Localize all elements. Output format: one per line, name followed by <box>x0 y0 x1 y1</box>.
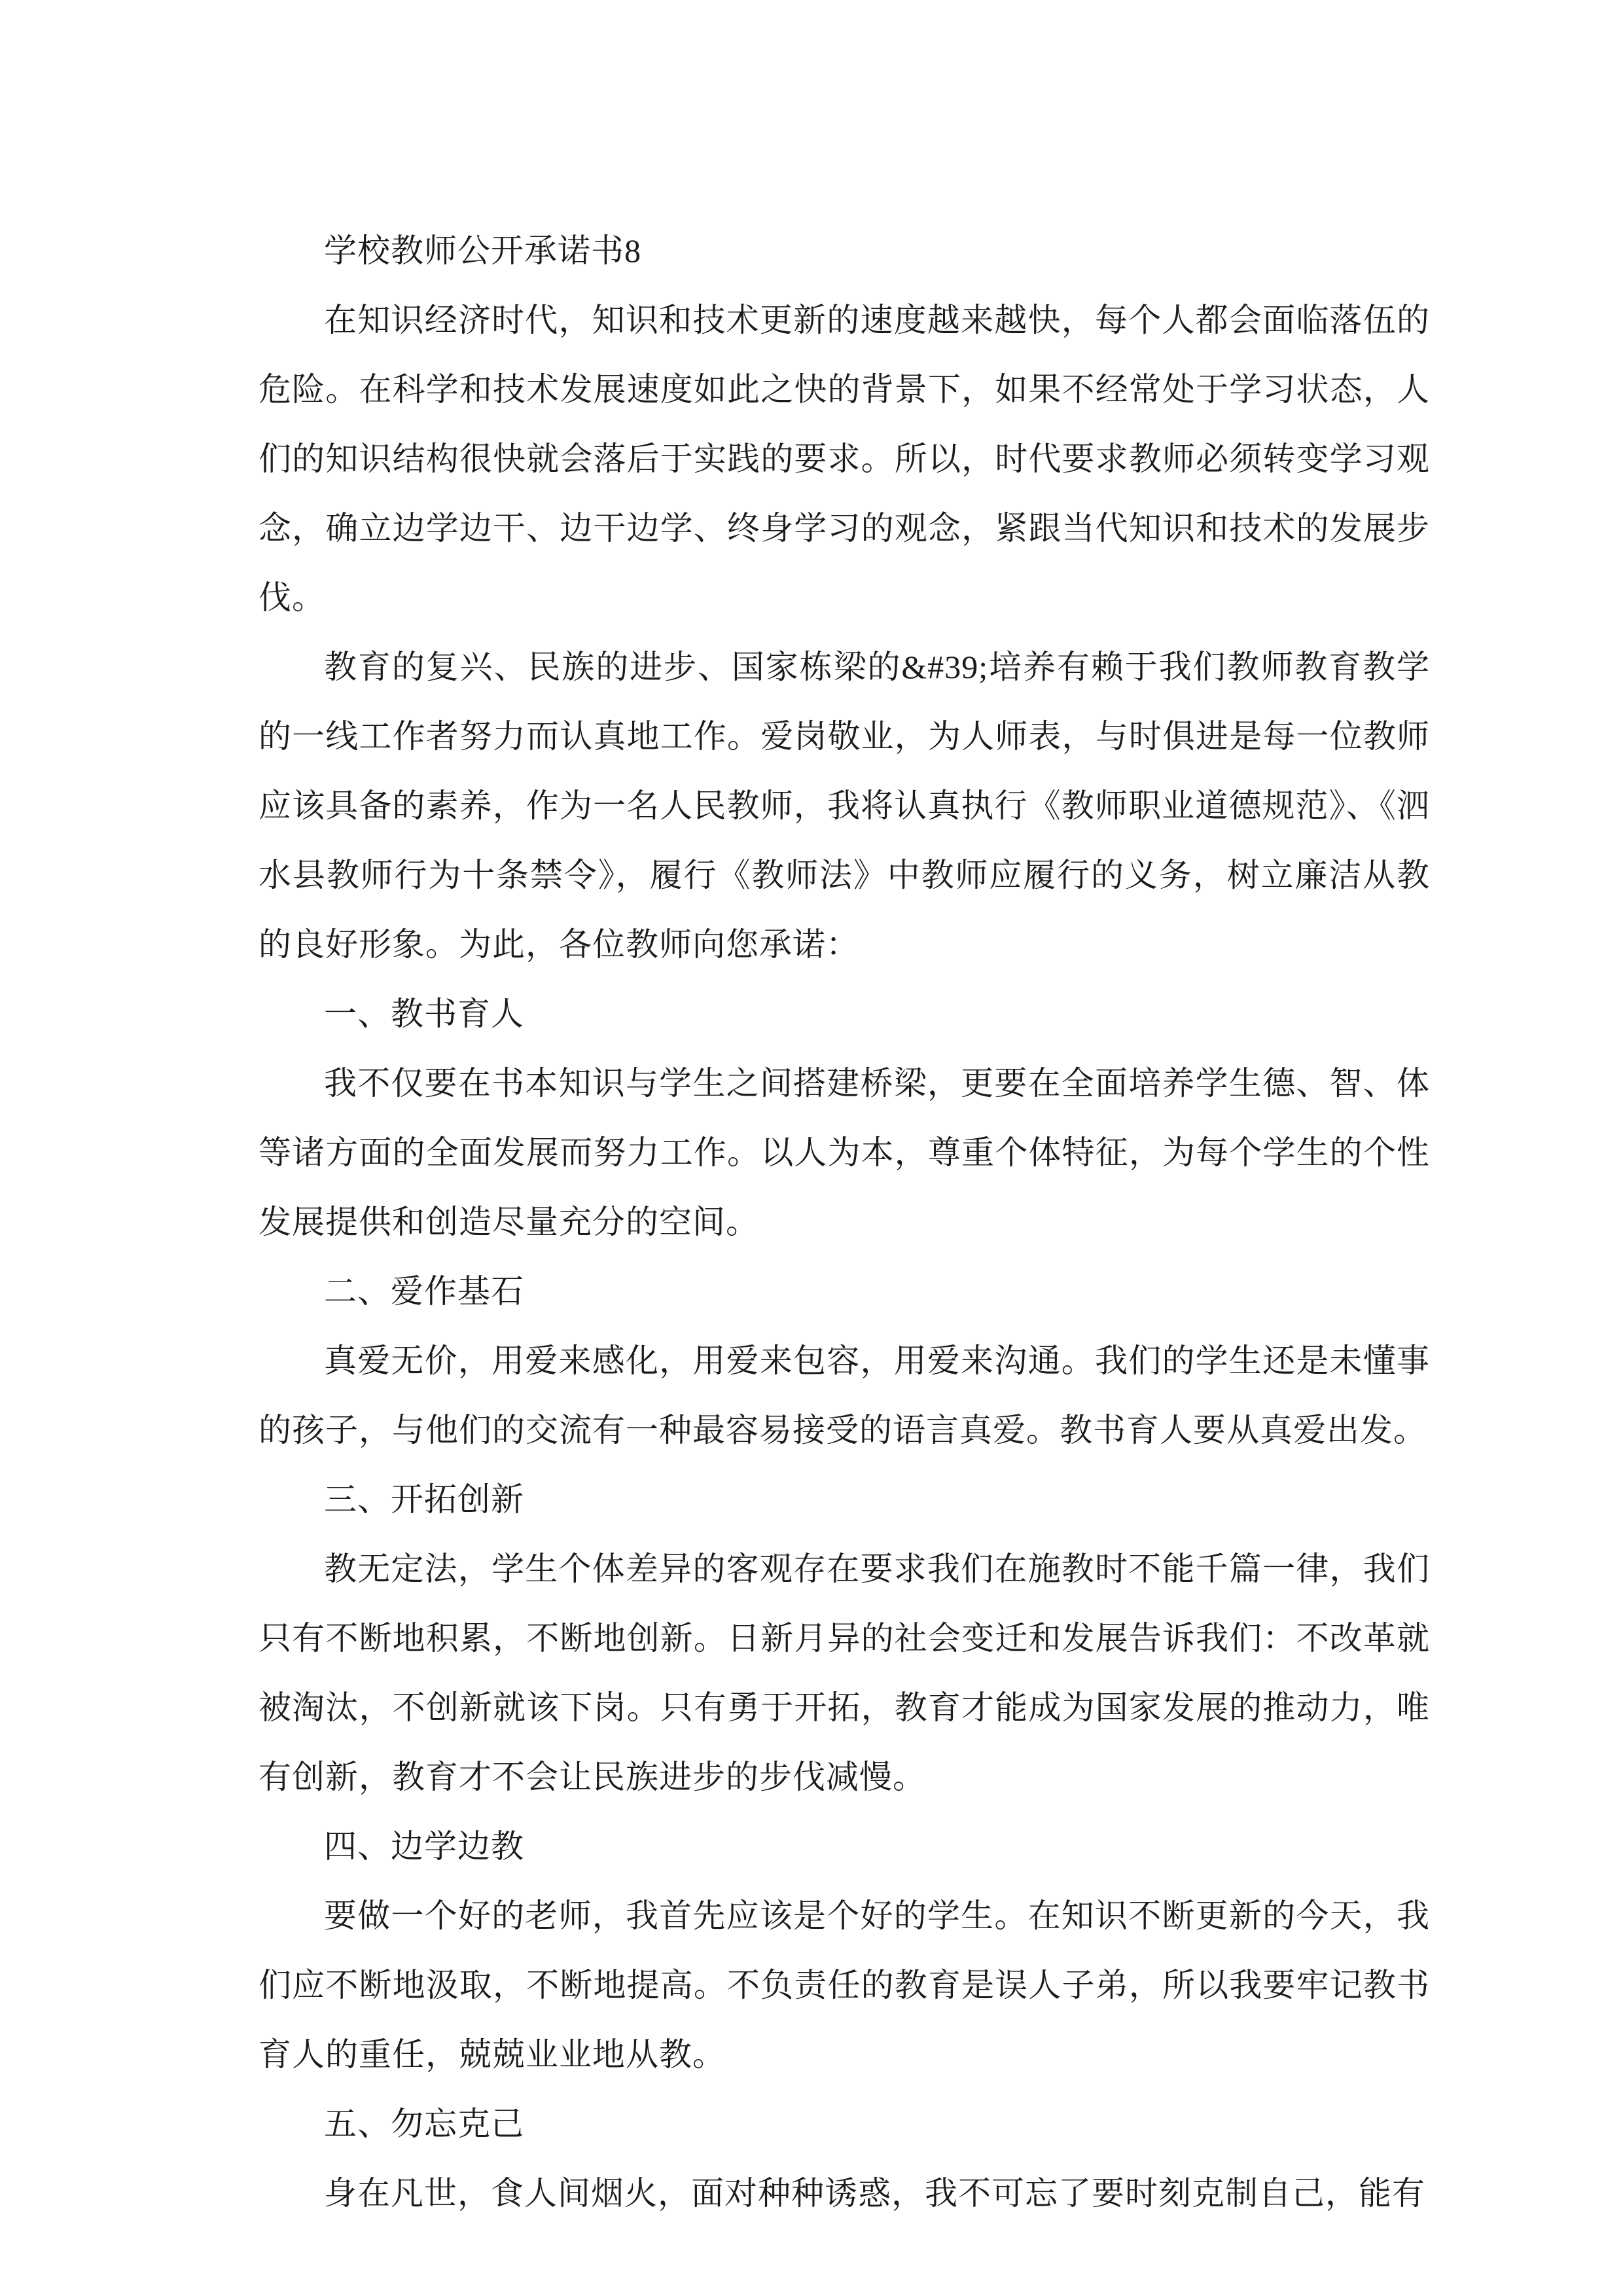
paragraph: 二、爱作基石 <box>324 1273 524 1310</box>
paragraph: 三、开拓创新 <box>324 1481 524 1518</box>
paragraph: 四、边学边教 <box>324 1828 524 1865</box>
document-body <box>259 216 1430 2228</box>
paragraph: 一、教书育人 <box>324 996 524 1032</box>
paragraph: 五、勿忘克己 <box>324 2106 524 2142</box>
paragraph: 身在凡世，食人间烟火，面对种种诱惑，我不可忘了要时刻克制自己，能有 <box>324 2175 1425 2212</box>
paragraph: 真爱无价，用爱来感化，用爱来包容，用爱来沟通。我们的学生还是未懂事的孩子，与他们的交流有一种最容易接受的语言真爱。教书育人要从真爱出发。 <box>259 1342 1430 1448</box>
paragraph: 学校教师公开承诺书8 <box>324 232 641 269</box>
paragraph: 要做一个好的老师，我首先应该是个好的学生。在知识不断更新的今天，我们应不断地汲取，不断地提高。不负责任的教育是误人子弟，所以我要牢记教书育人的重任，兢兢业业地从教。 <box>259 1897 1430 2073</box>
paragraph: 教育的复兴、民族的进步、国家栋梁的&#39;培养有赖于我们教师教育教学的一线工作者努力而认真地工作。爱岗敬业，为人师表，与时俱进是每一位教师应该具备的素养，作为一名人民教师，我将认真执行《教师职业道德规范》、《泗水县教师行为十条禁令》，履行《教师法》中教师应履行的义务，树立廉洁从教的良好形象。为此，各位教师向您承诺： <box>259 649 1430 963</box>
paragraph: 我不仅要在书本知识与学生之间搭建桥梁，更要在全面培养学生德、智、体等诸方面的全面发展而努力工作。以人为本，尊重个体特征，为每个学生的个性发展提供和创造尽量充分的空间。 <box>259 1065 1430 1240</box>
paragraph: 在知识经济时代，知识和技术更新的速度越来越快，每个人都会面临落伍的危险。在科学和技术发展速度如此之快的背景下，如果不经常处于学习状态，人们的知识结构很快就会落后于实践的要求。所以，时代要求教师必须转变学习观念，确立边学边干、边干边学、终身学习的观念，紧跟当代知识和技术的发展步伐。 <box>259 302 1430 616</box>
paragraph: 教无定法，学生个体差异的客观存在要求我们在施教时不能千篇一律，我们只有不断地积累，不断地创新。日新月异的社会变迁和发展告诉我们：不改革就被淘汰，不创新就该下岗。只有勇于开拓，教育才能成为国家发展的推动力，唯有创新，教育才不会让民族进步的步伐减慢。 <box>259 1551 1430 1795</box>
